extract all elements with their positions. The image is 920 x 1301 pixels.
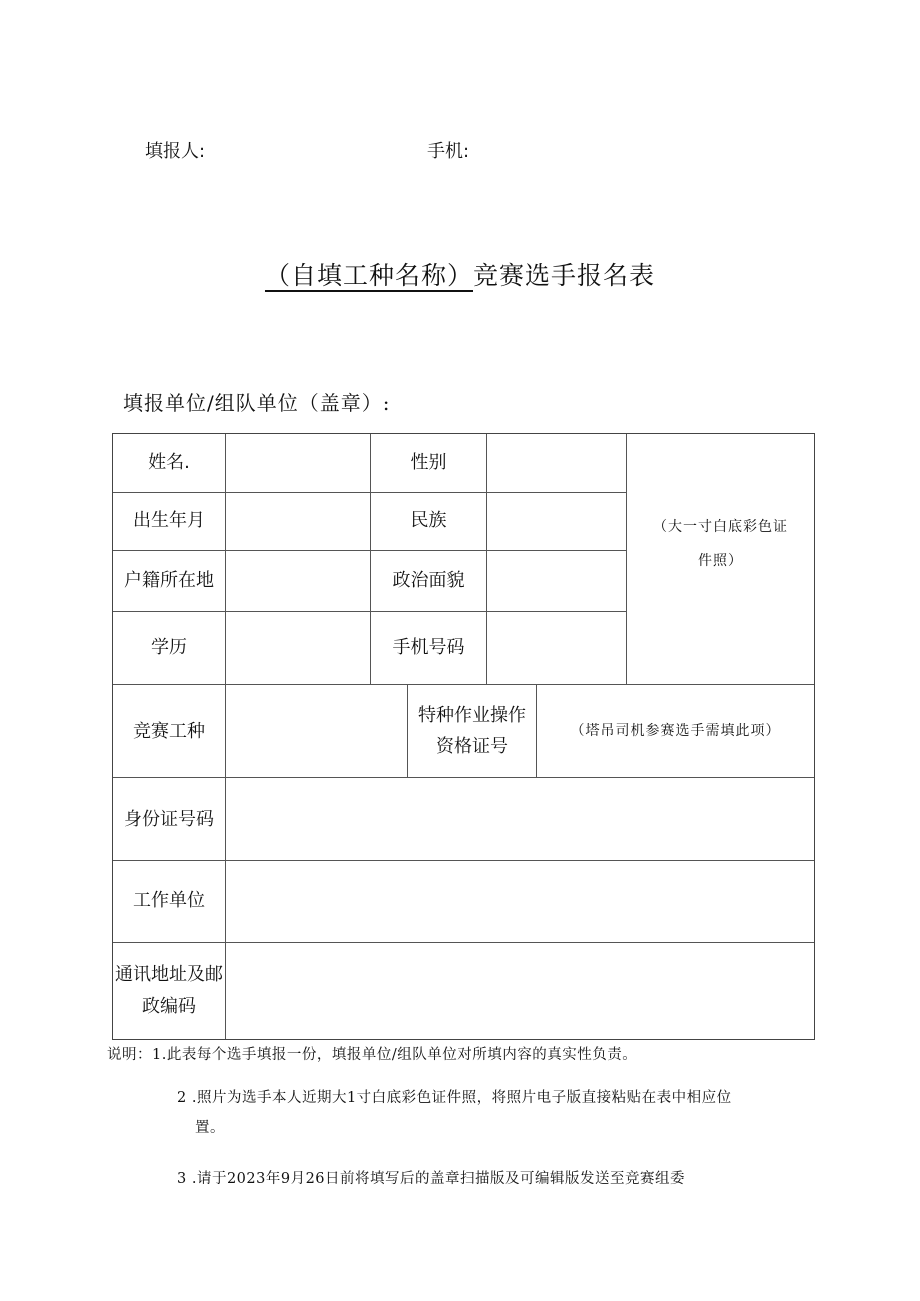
trade-field[interactable] bbox=[226, 685, 407, 777]
hukou-label: 户籍所在地 bbox=[124, 569, 214, 591]
mobile-field[interactable] bbox=[487, 612, 626, 684]
address-label-line2: 政编码 bbox=[142, 996, 196, 1017]
note-item-3: 3 .请于2023年9月26日前将填写后的盖章扫描版及可编辑版发送至竞赛组委 bbox=[177, 1171, 686, 1187]
gender-field[interactable] bbox=[487, 434, 626, 492]
note-item-1: 说明：1.此表每个选手填报一份，填报单位/组队单位对所填内容的真实性负责。 bbox=[107, 1047, 638, 1063]
cert-label-line2: 资格证号 bbox=[436, 736, 508, 757]
birth-date-field[interactable] bbox=[226, 493, 370, 550]
filler-label: 填报人: bbox=[145, 141, 206, 162]
id-number-field[interactable] bbox=[226, 778, 814, 860]
registration-form-table bbox=[112, 433, 815, 1040]
birth-date-label: 出生年月 bbox=[133, 510, 205, 532]
photo-area[interactable] bbox=[627, 434, 814, 684]
cert-label-line1: 特种作业操作 bbox=[418, 704, 526, 726]
cert-note: （塔吊司机参赛选手需填此项） bbox=[570, 722, 781, 739]
note-item-2: 2 .照片为选手本人近期大1寸白底彩色证件照，将照片电子版直接粘贴在表中相应位 bbox=[177, 1090, 732, 1106]
employer-label: 工作单位 bbox=[133, 890, 205, 912]
address-field[interactable] bbox=[226, 943, 814, 1039]
ethnicity-label: 民族 bbox=[410, 510, 447, 532]
trade-label: 竞赛工种 bbox=[133, 720, 205, 742]
cert-number-label bbox=[408, 685, 536, 777]
gender-label: 性别 bbox=[410, 451, 447, 473]
politics-label: 政治面貌 bbox=[392, 569, 465, 591]
unit-stamp-label: 填报单位/组队单位（盖章）: bbox=[123, 391, 391, 415]
title-text: 竞赛选手报名表 bbox=[473, 261, 656, 290]
photo-note-line2: 件照） bbox=[698, 553, 743, 569]
mobile-label: 手机号码 bbox=[392, 636, 465, 658]
education-label: 学历 bbox=[151, 636, 187, 658]
name-field[interactable] bbox=[226, 434, 370, 492]
photo-note-line1: （大一寸白底彩色证 bbox=[653, 519, 788, 536]
note-item-2-cont: 置。 bbox=[195, 1120, 225, 1136]
employer-field[interactable] bbox=[226, 861, 814, 942]
phone-label: 手机: bbox=[427, 141, 470, 162]
address-label-line1: 通讯地址及邮 bbox=[115, 963, 223, 985]
address-label bbox=[113, 943, 225, 1039]
page-title bbox=[0, 256, 920, 292]
name-label: 姓名. bbox=[148, 451, 190, 473]
hukou-field[interactable] bbox=[226, 551, 370, 611]
politics-field[interactable] bbox=[487, 551, 626, 611]
ethnicity-field[interactable] bbox=[487, 493, 626, 550]
education-field[interactable] bbox=[226, 612, 370, 684]
id-number-label: 身份证号码 bbox=[124, 808, 214, 830]
cert-number-field[interactable] bbox=[537, 685, 814, 777]
title-trade-placeholder: （自填工种名称） bbox=[264, 261, 473, 290]
